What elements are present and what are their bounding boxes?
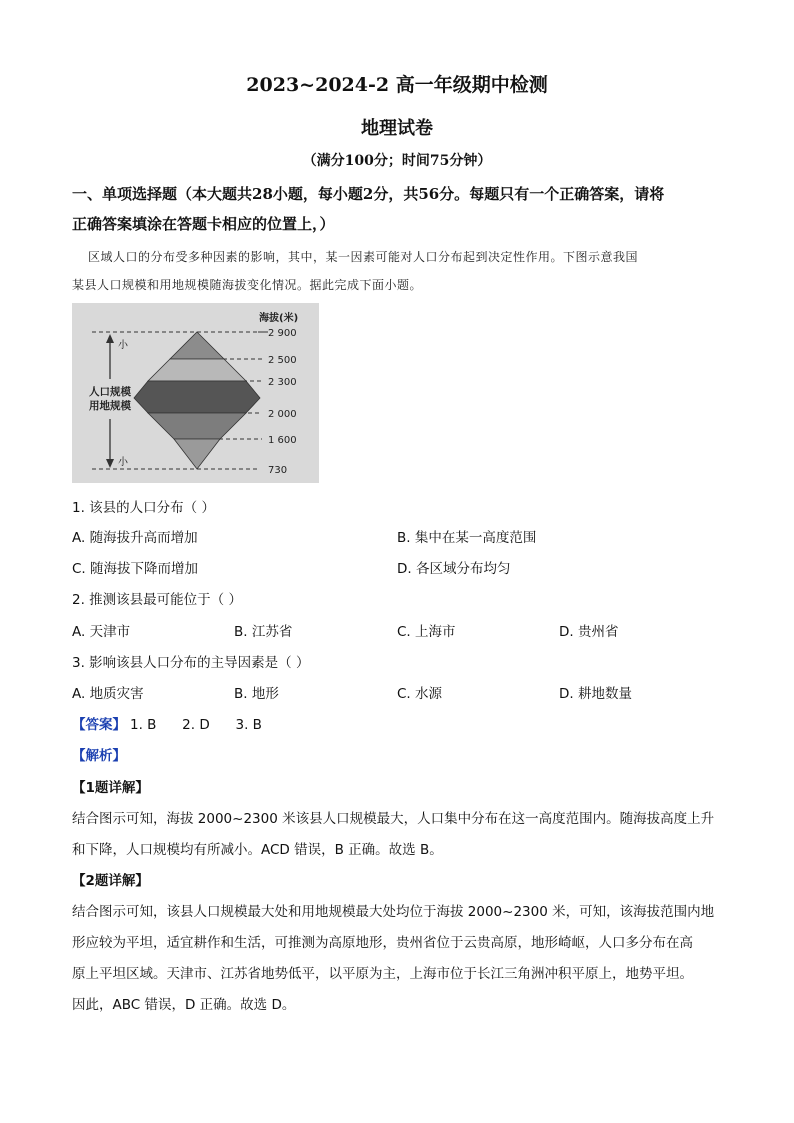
analysis-q2-line-3: 原上平坦区域。天津市、江苏省地势低平，以平原为主，上海市位于长江三角洲冲积平原上，地势平坦。 xyxy=(72,966,693,982)
question-1-stem: 1. 该县的人口分布（ ） xyxy=(72,500,215,516)
question-2-option-c: C. 上海市 xyxy=(397,624,456,640)
elevation-diagram-svg xyxy=(72,303,319,483)
subject-title: 地理试卷 xyxy=(361,118,433,139)
section-heading-line-1: 一、单项选择题（本大题共28小题，每小题2分，共56分。每题只有一个正确答案，请将 xyxy=(72,185,665,203)
tick-label: 2 500 xyxy=(268,355,297,366)
tick-label: 2 000 xyxy=(268,409,297,420)
analysis-q2-line-1: 结合图示可知，该县人口规模最大处和用地规模最大处均位于海拔 2000~2300 米，可知，该海拔范围内地 xyxy=(72,904,715,920)
tick-label: 2 300 xyxy=(268,377,297,388)
question-1-option-a: A. 随海拔升高而增加 xyxy=(72,530,198,546)
question-1-option-c: C. 随海拔下降而增加 xyxy=(72,561,199,577)
question-3-option-c: C. 水源 xyxy=(397,686,443,702)
analysis-q1-line-2: 和下降，人口规模均有所减小。ACD 错误，B 正确。故选 B。 xyxy=(72,842,443,858)
top-label: 小 xyxy=(118,340,128,351)
analysis-q2-line-2: 形应较为平坦，适宜耕作和生活，可推测为高原地形，贵州省位于云贵高原，地形崎岖，人口多分布在高 xyxy=(72,935,693,951)
bottom-label: 小 xyxy=(118,457,128,468)
tick-label: 730 xyxy=(268,465,288,476)
exam-info: （满分100分；时间75分钟） xyxy=(302,153,492,169)
question-1-option-d: D. 各区域分布均匀 xyxy=(397,561,511,577)
question-3-stem: 3. 影响该县人口分布的主导因素是（ ） xyxy=(72,655,310,671)
analysis-q1-line-1: 结合图示可知，海拔 2000~2300 米该县人口规模最大，人口集中分布在这一高度范围内。随海拔高度上升 xyxy=(72,811,715,827)
intro-line-1: 区域人口的分布受多种因素的影响，其中，某一因素可能对人口分布起到决定性作用。下图示意我国 xyxy=(88,250,639,264)
intro-line-2: 某县人口规模和用地规模随海拔变化情况。据此完成下面小题。 xyxy=(72,278,423,292)
question-2-stem: 2. 推测该县最可能位于（ ） xyxy=(72,592,242,608)
analysis-q1-title: 【1题详解】 xyxy=(72,780,149,796)
elevation-diagram xyxy=(72,303,319,483)
question-2-option-b: B. 江苏省 xyxy=(234,624,293,640)
tick-label: 2 900 xyxy=(268,328,297,339)
answer-line xyxy=(72,713,262,733)
section-heading-line-2: 正确答案填涂在答题卡相应的位置上，） xyxy=(72,215,335,233)
analysis-tag: 【解析】 xyxy=(72,748,126,764)
left-label-population: 人口规模 xyxy=(89,386,131,398)
question-2-option-d: D. 贵州省 xyxy=(559,624,619,640)
left-label-land: 用地规模 xyxy=(89,400,131,412)
question-2-option-a: A. 天津市 xyxy=(72,624,131,640)
answer-values: 1. B 2. D 3. B xyxy=(130,717,262,733)
answer-tag: 【答案】 xyxy=(72,717,126,733)
tick-label: 1 600 xyxy=(268,435,297,446)
analysis-q2-title: 【2题详解】 xyxy=(72,873,149,889)
question-1-option-b: B. 集中在某一高度范围 xyxy=(397,530,537,546)
question-3-option-b: B. 地形 xyxy=(234,686,279,702)
axis-title: 海拔(米) xyxy=(259,313,299,324)
analysis-q2-line-4: 因此，ABC 错误，D 正确。故选 D。 xyxy=(72,997,296,1013)
exam-title: 2023~2024-2 高一年级期中检测 xyxy=(246,74,548,96)
question-3-option-d: D. 耕地数量 xyxy=(559,686,632,702)
question-3-option-a: A. 地质灾害 xyxy=(72,686,144,702)
